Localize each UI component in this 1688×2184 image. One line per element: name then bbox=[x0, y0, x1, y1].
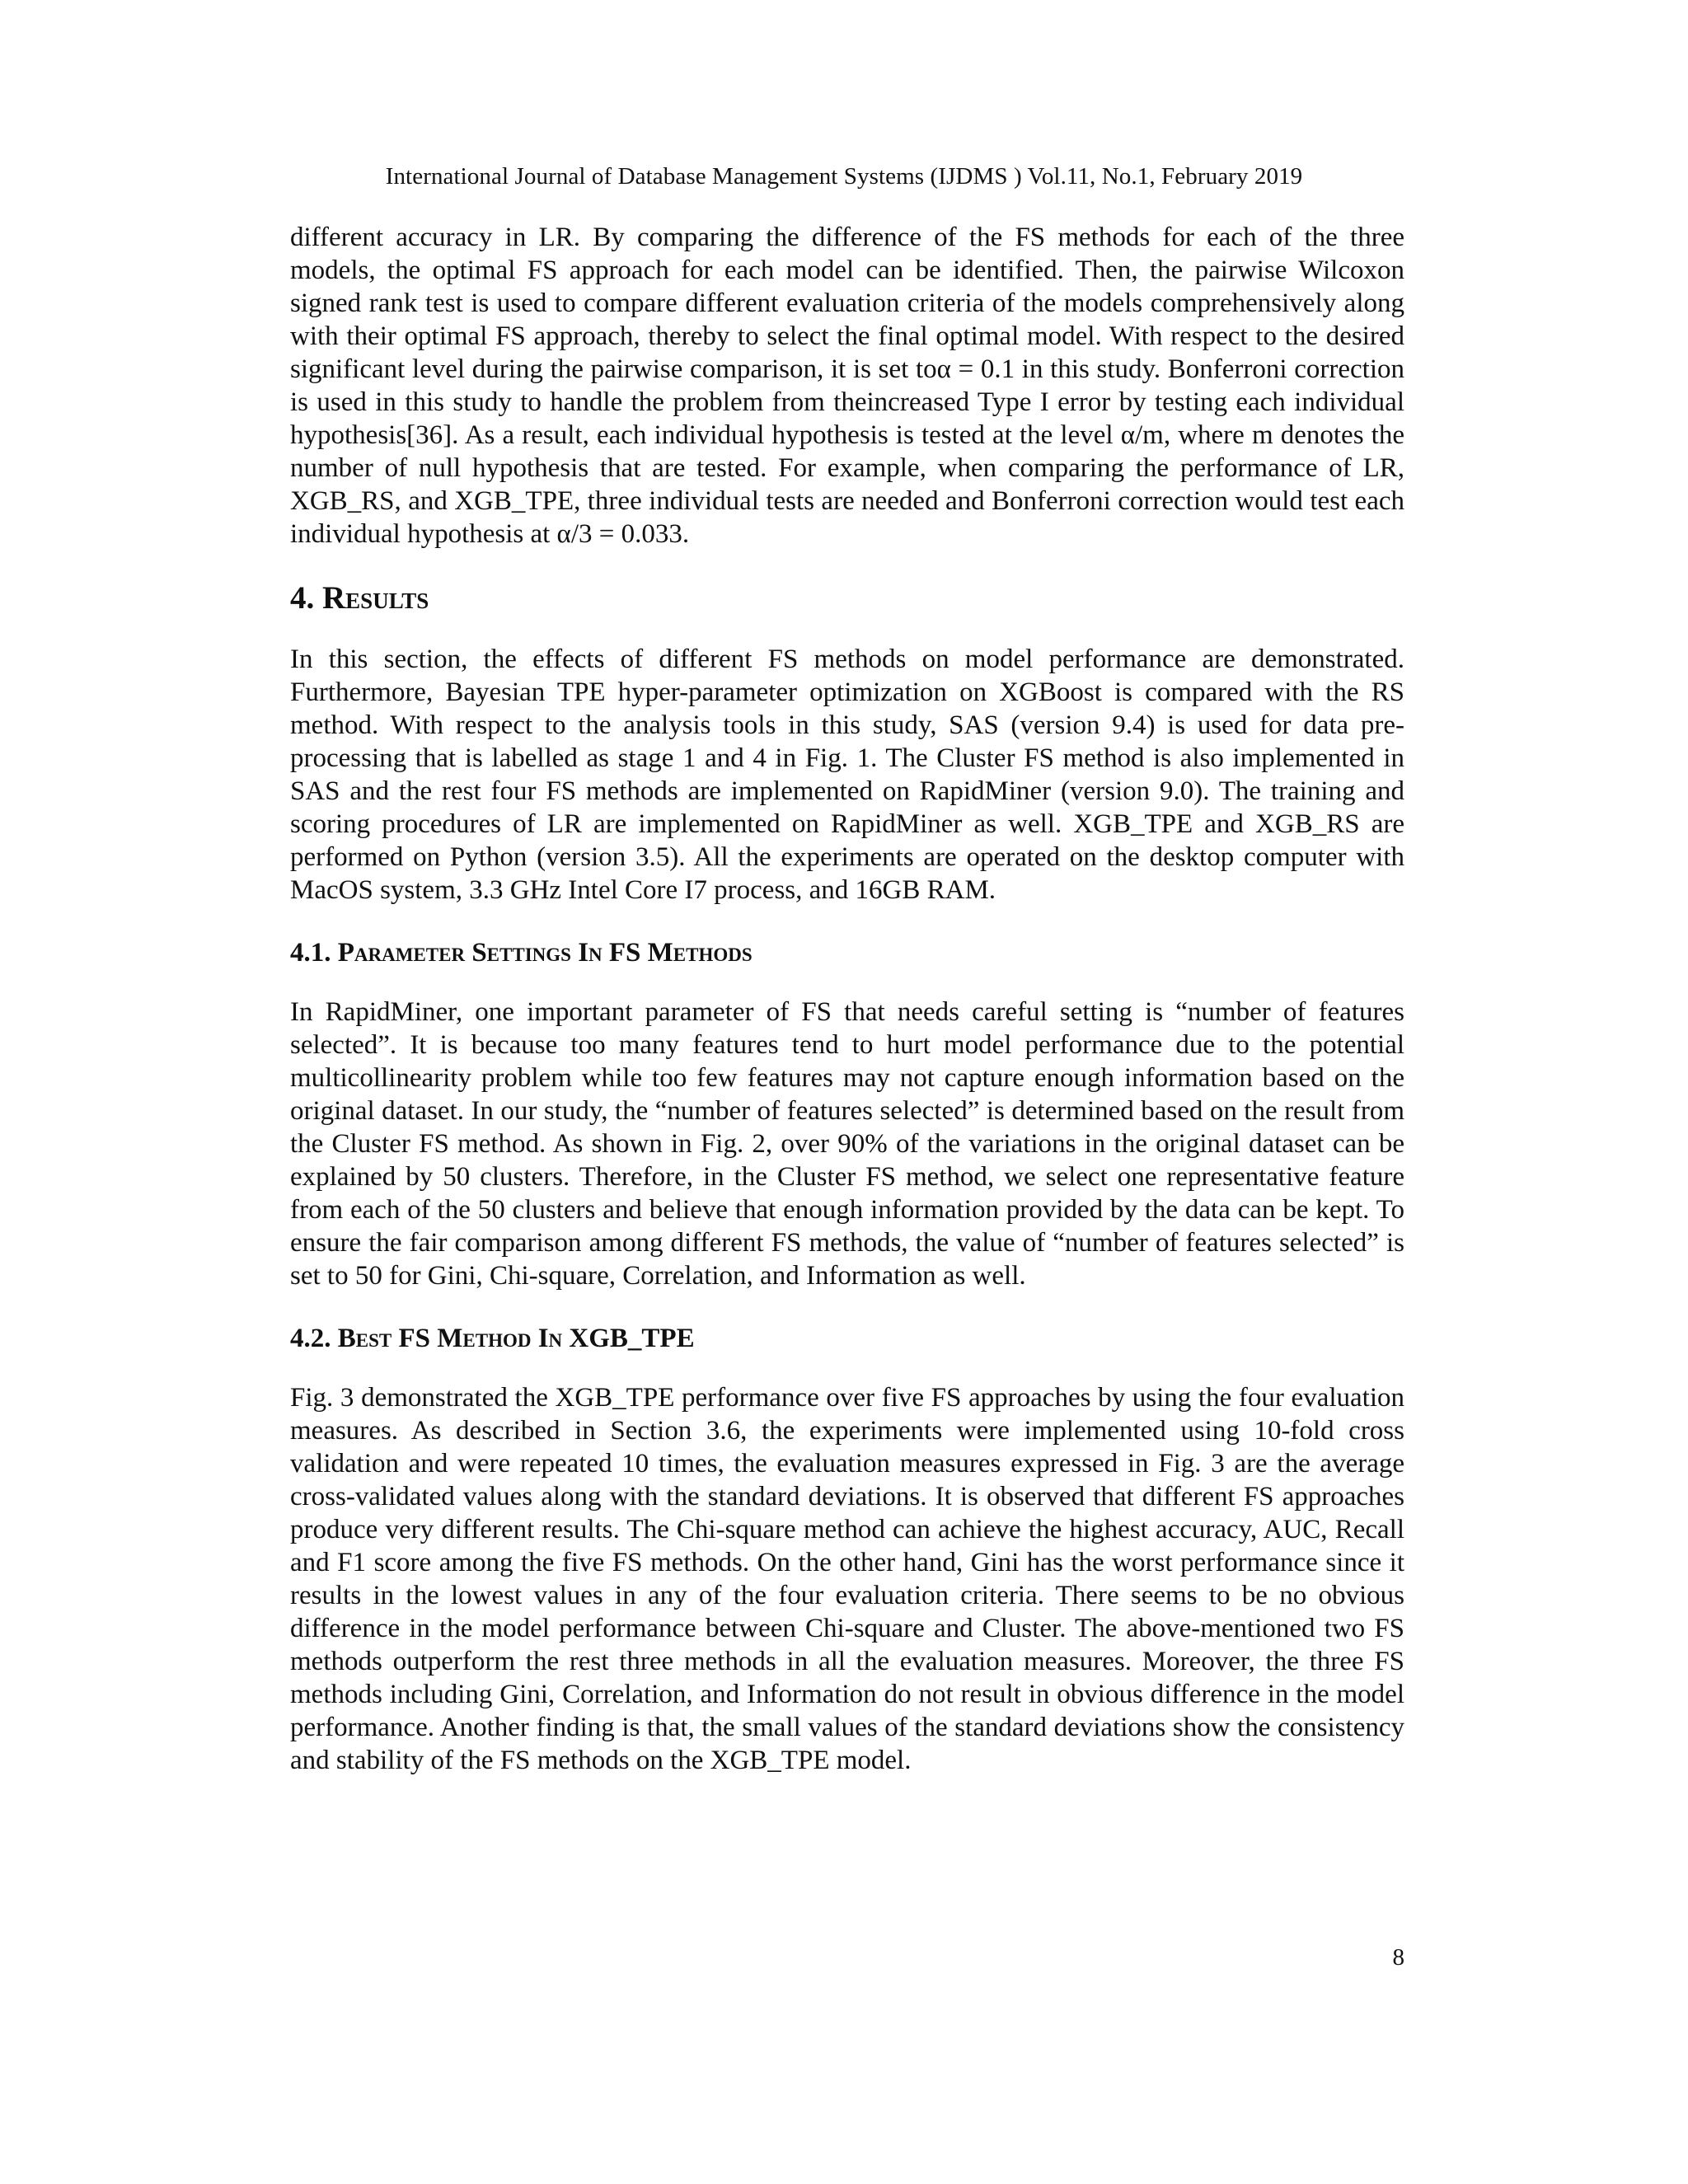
section-4-heading bbox=[290, 580, 1404, 616]
body-content bbox=[290, 221, 1404, 1777]
section-4-1-number: 4.1. bbox=[290, 938, 331, 968]
section-4-2-title: Best FS Method In XGB_TPE bbox=[337, 1324, 695, 1353]
section-4-1-heading bbox=[290, 936, 1404, 969]
section-4-1-title: Parameter Settings In FS Methods bbox=[337, 938, 753, 968]
page-number: 8 bbox=[1392, 1944, 1404, 1971]
section-4-title: Results bbox=[322, 580, 429, 616]
running-header: International Journal of Database Management Systems (IJDMS ) Vol.11, No.1, February 2019 bbox=[385, 163, 1303, 190]
section-4-number: 4. bbox=[290, 580, 315, 616]
section-4-paragraph: In this section, the effects of different FS methods on model performance are demonstrated. Furthermore, Bayesian TPE hyper-parameter optimization on XGBoost is compared with the RS method. With respect to the analysis tools in this study, SAS (version 9.4) is used for data pre-processing that is labelled as stage 1 and 4 in Fig. 1. The Cluster FS method is also implemented in SAS and the rest four FS methods are implemented on RapidMiner (version 9.0). The training and scoring procedures of LR are implemented on RapidMiner as well. XGB_TPE and XGB_RS are performed on Python (version 3.5). All the experiments are operated on the desktop computer with MacOS system, 3.3 GHz Intel Core I7 process, and 16GB RAM. bbox=[290, 644, 1404, 905]
section-4-2-number: 4.2. bbox=[290, 1324, 331, 1353]
section-4-2-heading bbox=[290, 1322, 1404, 1355]
intro-paragraph: different accuracy in LR. By comparing the difference of the FS methods for each of the three models, the optimal FS approach for each model can be identified. Then, the pairwise Wilcoxon signed rank test is used to compare different evaluation criteria of the models comprehensively along with their optimal FS approach, thereby to select the final optimal model. With respect to the desired significant level during the pairwise comparison, it is set toα = 0.1 in this study. Bonferroni correction is used in this study to handle the problem from theincreased Type I error by testing each individual hypothesis[36]. As a result, each individual hypothesis is tested at the level α/m, where m denotes the number of null hypothesis that are tested. For example, when comparing the performance of LR, XGB_RS, and XGB_TPE, three individual tests are needed and Bonferroni correction would test each individual hypothesis at α/3 = 0.033. bbox=[290, 223, 1404, 549]
section-4-1-paragraph: In RapidMiner, one important parameter of FS that needs careful setting is “number of features selected”. It is because too many features tend to hurt model performance due to the potential multicollinearity problem while too few features may not capture enough information based on the original dataset. In our study, the “number of features selected” is determined based on the result from the Cluster FS method. As shown in Fig. 2, over 90% of the variations in the original dataset can be explained by 50 clusters. Therefore, in the Cluster FS method, we select one representative feature from each of the 50 clusters and believe that enough information provided by the data can be kept. To ensure the fair comparison among different FS methods, the value of “number of features selected” is set to 50 for Gini, Chi-square, Correlation, and Information as well. bbox=[290, 997, 1404, 1291]
section-4-2-paragraph: Fig. 3 demonstrated the XGB_TPE performance over five FS approaches by using the four evaluation measures. As described in Section 3.6, the experiments were implemented using 10-fold cross validation and were repeated 10 times, the evaluation measures expressed in Fig. 3 are the average cross-validated values along with the standard deviations. It is observed that different FS approaches produce very different results. The Chi-square method can achieve the highest accuracy, AUC, Recall and F1 score among the five FS methods. On the other hand, Gini has the worst performance since it results in the lowest values in any of the four evaluation criteria. There seems to be no obvious difference in the model performance between Chi-square and Cluster. The above-mentioned two FS methods outperform the rest three methods in all the evaluation measures. Moreover, the three FS methods including Gini, Correlation, and Information do not result in obvious difference in the model performance. Another finding is that, the small values of the standard deviations show the consistency and stability of the FS methods on the XGB_TPE model. bbox=[290, 1383, 1404, 1775]
